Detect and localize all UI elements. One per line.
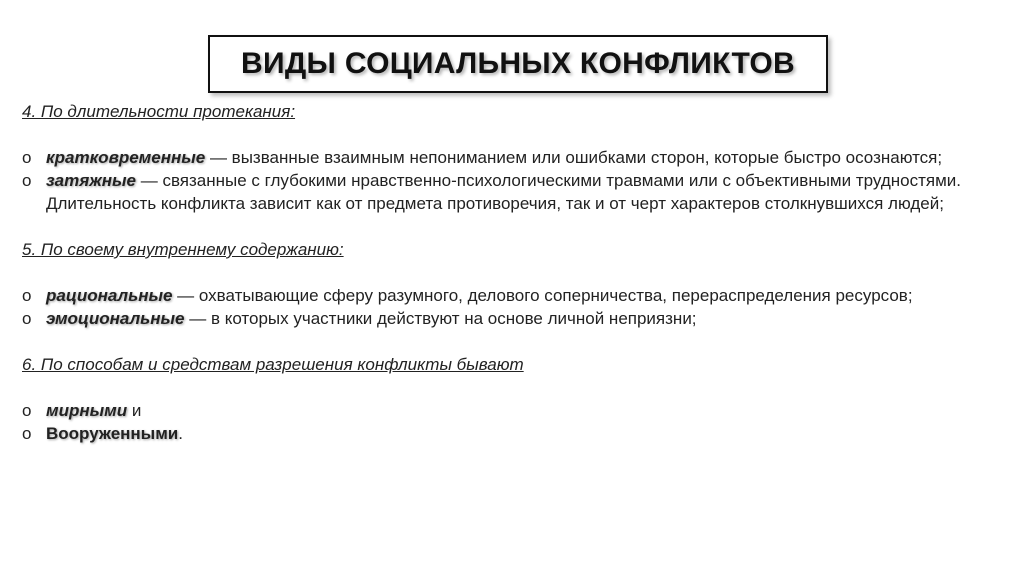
page-title: ВИДЫ СОЦИАЛЬНЫХ КОНФЛИКТОВ bbox=[241, 47, 795, 80]
term-rational: рациональные bbox=[46, 286, 173, 305]
list-item-short-term bbox=[22, 146, 1012, 169]
item-description: — охватывающие сферу разумного, делового соперничества, перераспределения ресурсов; bbox=[172, 286, 913, 305]
list-item-peaceful bbox=[22, 399, 1012, 422]
term-emotional: эмоциональные bbox=[46, 309, 185, 328]
section-heading-resolution: 6. По способам и средствам разрешения конфликты бывают bbox=[22, 355, 524, 374]
bullet-icon: o bbox=[22, 309, 32, 328]
list-item-protracted bbox=[22, 169, 1012, 215]
term-protracted: затяжные bbox=[46, 171, 137, 190]
bullet-icon: o bbox=[22, 401, 32, 420]
list-item-rational bbox=[22, 284, 1012, 307]
title-box bbox=[208, 35, 828, 93]
item-description: . bbox=[178, 424, 183, 443]
section-heading-content: 5. По своему внутреннему содержанию: bbox=[22, 240, 344, 259]
list-item-emotional bbox=[22, 307, 1012, 330]
item-description: — вызванные взаимным непониманием или ошибками сторон, которые быстро осознаются; bbox=[205, 148, 943, 167]
content-area bbox=[22, 100, 1012, 445]
term-peaceful: мирными bbox=[46, 401, 128, 420]
bullet-icon: o bbox=[22, 286, 32, 305]
item-description: — связанные с глубокими нравственно-психологическими травмами или с объективными трудностями. Длительность конфликта зависит как от предмета противоречия, так и от черт характеров столкнувшихся людей; bbox=[46, 171, 961, 213]
bullet-icon: o bbox=[22, 148, 32, 167]
item-description: и bbox=[127, 401, 142, 420]
list-item-armed bbox=[22, 422, 1012, 445]
section-heading-duration: 4. По длительности протекания: bbox=[22, 102, 296, 121]
item-description: — в которых участники действуют на основе личной неприязни; bbox=[184, 309, 697, 328]
term-short-term: кратковременные bbox=[46, 148, 206, 167]
bullet-icon: o bbox=[22, 424, 32, 443]
term-armed: Вооруженными bbox=[46, 424, 179, 443]
bullet-icon: o bbox=[22, 171, 32, 190]
